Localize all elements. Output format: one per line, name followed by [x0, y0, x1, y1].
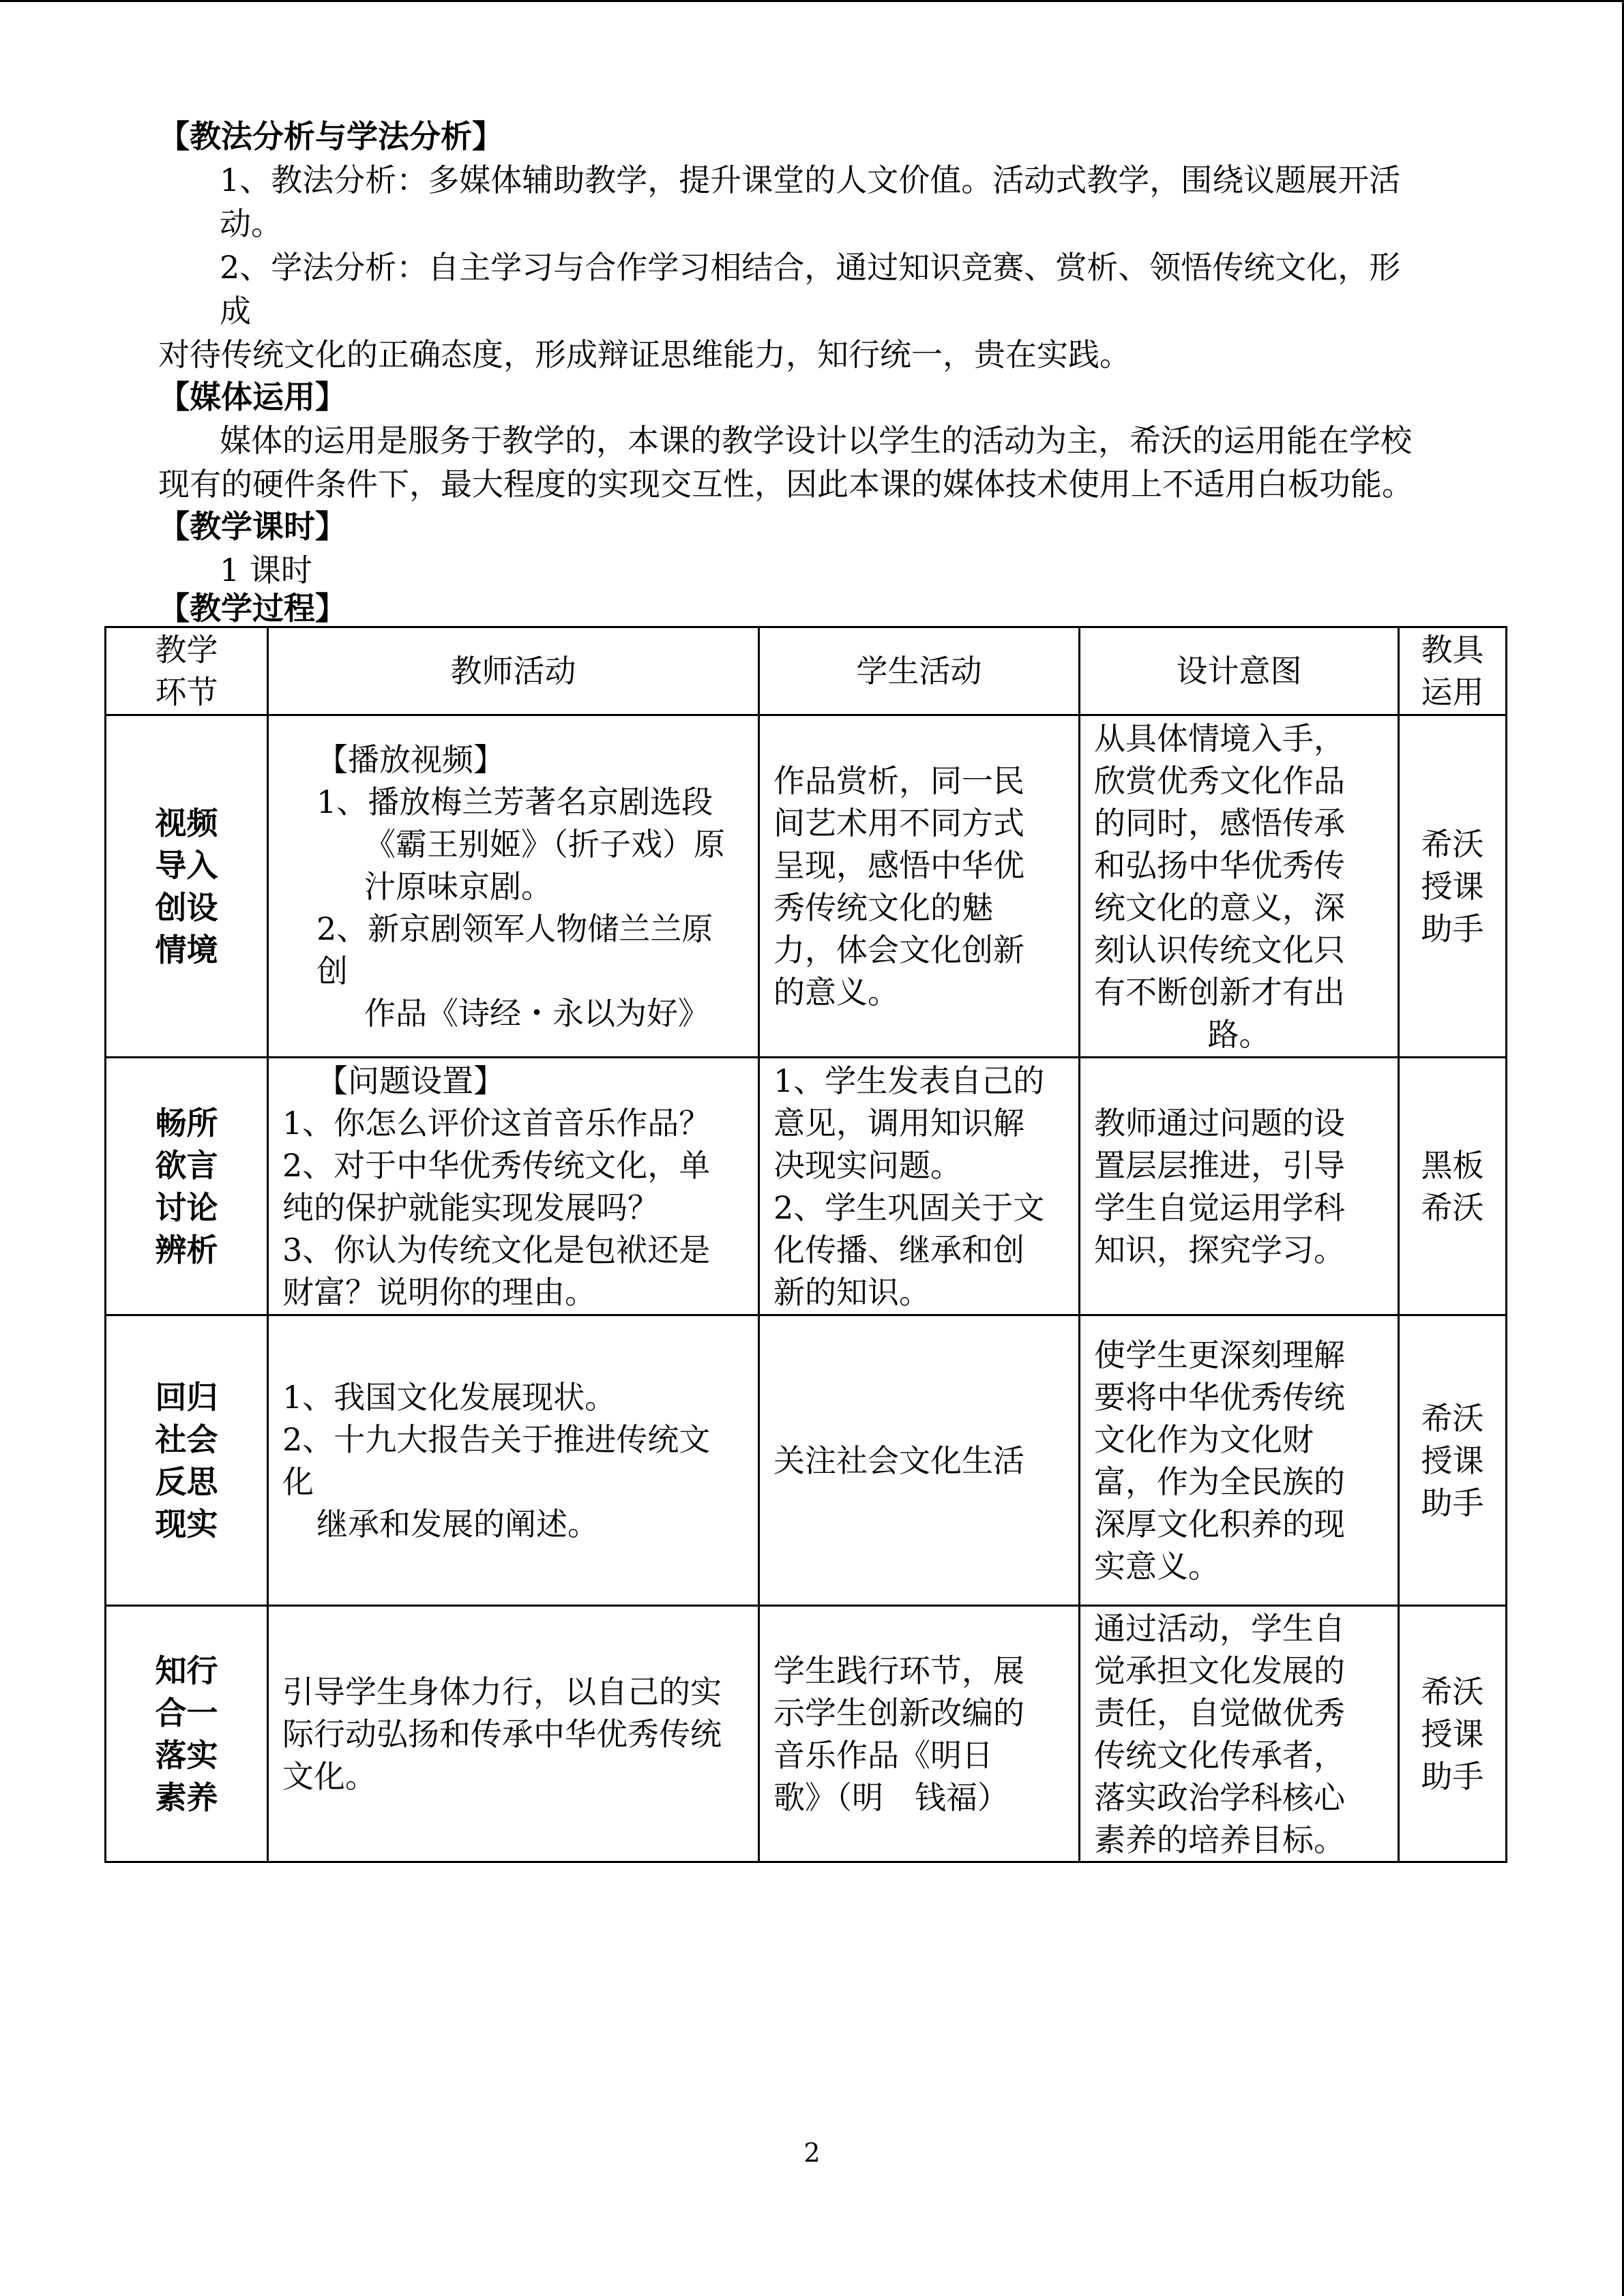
- teaching-tools-cell: 希沃 授课 助手: [1399, 1315, 1507, 1606]
- table-header-row: [106, 627, 1507, 715]
- methods-item-1-line2: 动。: [220, 205, 282, 242]
- teaching-tools-cell: 希沃 授课 助手: [1399, 715, 1507, 1058]
- methods-item-2-line2: 成: [220, 293, 251, 329]
- hours-heading: 【教学课时】: [158, 508, 346, 545]
- stage-cell: 畅所 欲言 讨论 辨析: [106, 1058, 268, 1315]
- header-student-activity: 学生活动: [759, 627, 1080, 715]
- table-row: [106, 1606, 1507, 1862]
- teacher-activity-cell: 1、我国文化发展现状。 2、十九大报告关于推进传统文 化 继承和发展的阐述。: [268, 1315, 759, 1606]
- teacher-activity-cell: 引导学生身体力行，以自己的实 际行动弘扬和传承中华优秀传统 文化。: [268, 1606, 759, 1862]
- methods-item-1-line1: 1、教法分析：多媒体辅助教学，提升课堂的人文价值。活动式教学，围绕议题展开活: [220, 162, 1401, 198]
- methods-heading: 【教法分析与学法分析】: [158, 118, 503, 155]
- stage-cell: 回归 社会 反思 现实: [106, 1315, 268, 1606]
- design-intent-cell: 从具体情境入手， 欣赏优秀文化作品 的同时，感悟传承 和弘扬中华优秀传 统文化的意义，深 刻认识传统文化只 有不断创新才有出 路。: [1080, 715, 1399, 1058]
- header-teaching-tools: 教具 运用: [1399, 627, 1507, 715]
- design-intent-cell: 教师通过问题的设 置层层推进，引导 学生自觉运用学科 知识，探究学习。: [1080, 1058, 1399, 1315]
- teaching-tools-cell: 黑板 希沃: [1399, 1058, 1507, 1315]
- table-row: [106, 1315, 1507, 1606]
- page-top-border: [0, 0, 1624, 2]
- stage-cell: 视频 导入 创设 情境: [106, 715, 268, 1058]
- media-heading: 【媒体运用】: [158, 378, 346, 415]
- methods-item-2-line1: 2、学法分析：自主学习与合作学习相结合，通过知识竞赛、赏析、领悟传统文化，形: [220, 249, 1401, 286]
- page-number: 2: [803, 2138, 821, 2168]
- student-activity-cell: 关注社会文化生活: [759, 1315, 1080, 1606]
- student-activity-cell: 学生践行环节，展 示学生创新改编的 音乐作品《明日 歌》（明 钱福）: [759, 1606, 1080, 1862]
- hours-value: 1 课时: [220, 552, 312, 588]
- student-activity-cell: 作品赏析，同一民 间艺术用不同方式 呈现，感悟中华优 秀传统文化的魅 力，体会文化创新 的意义。: [759, 715, 1080, 1058]
- media-paragraph-line2: 现有的硬件条件下，最大程度的实现交互性，因此本课的媒体技术使用上不适用白板功能。: [158, 466, 1413, 503]
- header-teacher-activity: 教师活动: [268, 627, 759, 715]
- stage-cell: 知行 合一 落实 素养: [106, 1606, 268, 1862]
- teacher-activity-cell: 【播放视频】 1、播放梅兰芳著名京剧选段 《霸王别姬》（折子戏）原 汁原味京剧。 2、新京剧领军人物储兰兰原创 作品《诗经・永以为好》: [268, 715, 759, 1058]
- teaching-tools-cell: 希沃 授课 助手: [1399, 1606, 1507, 1862]
- teacher-activity-cell: 【问题设置】 1、你怎么评价这首音乐作品？ 2、对于中华优秀传统文化，单 纯的保护就能实现发展吗？ 3、你认为传统文化是包袱还是 财富？说明你的理由。: [268, 1058, 759, 1315]
- media-paragraph-line1: 媒体的运用是服务于教学的，本课的教学设计以学生的活动为主，希沃的运用能在学校: [220, 422, 1412, 459]
- header-stage: 教学 环节: [106, 627, 268, 715]
- table-row: [106, 1058, 1507, 1315]
- header-design-intent: 设计意图: [1080, 627, 1399, 715]
- teaching-process-table: [104, 626, 1507, 1863]
- student-activity-cell: 1、学生发表自己的 意见，调用知识解 决现实问题。 2、学生巩固关于文 化传播、继承和创 新的知识。: [759, 1058, 1080, 1315]
- process-heading: 【教学过程】: [158, 590, 346, 627]
- design-intent-cell: 通过活动，学生自 觉承担文化发展的 责任，自觉做优秀 传统文化传承者， 落实政治学科核心 素养的培养目标。: [1080, 1606, 1399, 1862]
- table-row: [106, 715, 1507, 1058]
- design-intent-cell: 使学生更深刻理解 要将中华优秀传统 文化作为文化财 富，作为全民族的 深厚文化积养的现 实意义。: [1080, 1315, 1399, 1606]
- methods-item-2-line3: 对待传统文化的正确态度，形成辩证思维能力，知行统一，贵在实践。: [158, 336, 1131, 373]
